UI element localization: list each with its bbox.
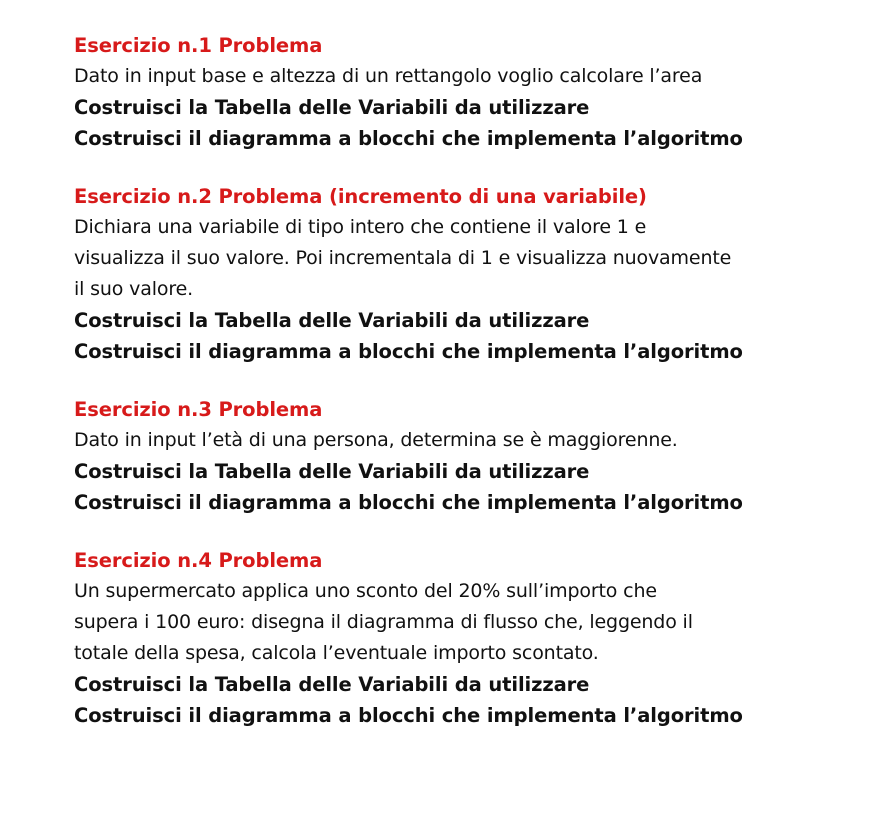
exercise-description (74, 212, 854, 305)
exercise-2 (74, 181, 854, 367)
task-variable-table: Costruisci la Tabella delle Variabili da utilizzare (74, 673, 590, 696)
description-line: il suo valore. (74, 278, 194, 300)
task-variable-table: Costruisci la Tabella delle Variabili da utilizzare (74, 460, 590, 483)
description-line: Un supermercato applica uno sconto del 20% sull’importo che (74, 580, 657, 602)
exercise-3 (74, 394, 854, 518)
task-block-diagram: Costruisci il diagramma a blocchi che implementa l’algoritmo (74, 340, 743, 363)
exercise-title: Esercizio n.2 Problema (incremento di una variabile) (74, 185, 647, 208)
task-block-diagram: Costruisci il diagramma a blocchi che implementa l’algoritmo (74, 704, 743, 727)
exercise-title: Esercizio n.4 Problema (74, 549, 323, 572)
exercise-4 (74, 545, 854, 731)
exercise-description (74, 61, 854, 92)
description-line: supera i 100 euro: disegna il diagramma di flusso che, leggendo il (74, 611, 693, 633)
exercise-title: Esercizio n.3 Problema (74, 398, 323, 421)
exercise-description (74, 576, 854, 669)
description-line: Dato in input base e altezza di un rettangolo voglio calcolare l’area (74, 65, 703, 87)
description-line: Dichiara una variabile di tipo intero che contiene il valore 1 e (74, 216, 647, 238)
exercise-title: Esercizio n.1 Problema (74, 34, 323, 57)
exercise-1 (74, 30, 854, 154)
task-block-diagram: Costruisci il diagramma a blocchi che implementa l’algoritmo (74, 491, 743, 514)
task-block-diagram: Costruisci il diagramma a blocchi che implementa l’algoritmo (74, 127, 743, 150)
exercise-sheet (74, 30, 854, 731)
task-variable-table: Costruisci la Tabella delle Variabili da utilizzare (74, 96, 590, 119)
description-line: Dato in input l’età di una persona, determina se è maggiorenne. (74, 429, 678, 451)
task-variable-table: Costruisci la Tabella delle Variabili da utilizzare (74, 309, 590, 332)
description-line: visualizza il suo valore. Poi incrementala di 1 e visualizza nuovamente (74, 247, 732, 269)
description-line: totale della spesa, calcola l’eventuale importo scontato. (74, 642, 599, 664)
exercise-description (74, 425, 854, 456)
